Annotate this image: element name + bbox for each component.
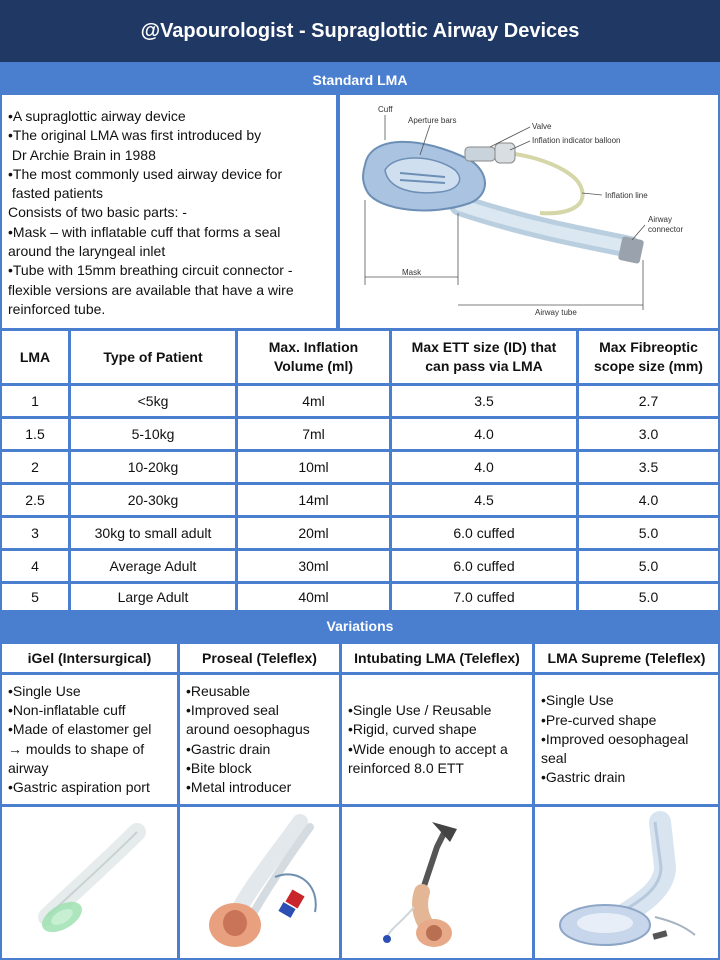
variation-line: •Non-inflatable cuff: [8, 701, 126, 718]
standard-lma-band: Standard LMA: [0, 65, 720, 95]
variations-band: Variations: [0, 611, 720, 641]
diagram-label-connector-1: Airway: [648, 215, 673, 224]
table-cell: 2.7: [579, 386, 718, 416]
intro-line: Dr Archie Brain in 1988: [8, 146, 156, 163]
variation-body-proseal: [180, 675, 339, 804]
table-cell: 7ml: [238, 419, 389, 449]
intro-line: •Tube with 15mm breathing circuit connector -: [8, 262, 293, 279]
variation-line: •Gastric aspiration port: [8, 779, 150, 796]
table-cell: 1.5: [2, 419, 68, 449]
proseal-image: [180, 807, 339, 958]
variation-line: •Metal introducer: [186, 779, 292, 796]
table-cell: 4.0: [579, 485, 718, 515]
intro-line: fasted patients: [8, 185, 103, 202]
table-cell: 3.0: [579, 419, 718, 449]
variation-line: around oesophagus: [186, 721, 310, 738]
table-cell: 30kg to small adult: [71, 518, 235, 548]
variation-title-proseal: Proseal (Teleflex): [180, 644, 339, 672]
intro-line: flexible versions are available that have a wire: [8, 281, 294, 298]
intro-line: Consists of two basic parts: -: [8, 204, 187, 221]
table-cell: 14ml: [238, 485, 389, 515]
page-title: @Vapourologist - Supraglottic Airway Devices: [0, 0, 720, 62]
table-cell: 5.0: [579, 518, 718, 548]
diagram-label-aperture: Aperture bars: [408, 116, 457, 125]
variation-line: → moulds to shape of: [8, 740, 145, 757]
table-cell: 3.5: [392, 386, 576, 416]
table-header-inflation: Max. Inflation Volume (ml): [238, 331, 389, 383]
table-cell: 3: [2, 518, 68, 548]
table-cell: 4: [2, 551, 68, 581]
table-cell: 4ml: [238, 386, 389, 416]
lma-supreme-image: [535, 807, 718, 958]
variation-line: •Single Use / Reusable: [348, 701, 492, 718]
variation-body-intubating: [342, 675, 532, 804]
table-cell: 2: [2, 452, 68, 482]
table-header-patient: Type of Patient: [71, 331, 235, 383]
table-cell: 6.0 cuffed: [392, 518, 576, 548]
variation-line: •Pre-curved shape: [541, 711, 657, 728]
diagram-label-airway-tube: Airway tube: [535, 308, 577, 317]
variation-body-igel: [2, 675, 177, 804]
diagram-label-valve: Valve: [532, 122, 552, 131]
table-cell: 4.0: [392, 452, 576, 482]
table-cell: <5kg: [71, 386, 235, 416]
variation-line: •Bite block: [186, 759, 252, 776]
table-cell: 3.5: [579, 452, 718, 482]
intro-line: •A supraglottic airway device: [8, 108, 186, 124]
intro-line: •Mask – with inflatable cuff that forms a seal: [8, 223, 281, 240]
diagram-label-connector-2: connector: [648, 225, 684, 234]
variation-line: •Single Use: [8, 682, 81, 699]
variation-line: •Improved seal: [186, 701, 279, 718]
variation-title-supreme: LMA Supreme (Teleflex): [535, 644, 718, 672]
table-cell: 30ml: [238, 551, 389, 581]
table-cell: 1: [2, 386, 68, 416]
table-cell: 40ml: [238, 584, 389, 610]
diagram-label-balloon: Inflation indicator balloon: [532, 136, 621, 145]
table-cell: 4.0: [392, 419, 576, 449]
igel-image: [2, 807, 177, 958]
variation-line: •Gastric drain: [186, 740, 271, 757]
diagram-label-cuff: Cuff: [378, 105, 393, 114]
variation-line: airway: [8, 759, 49, 776]
table-header-lma: LMA: [2, 331, 68, 383]
table-cell: 6.0 cuffed: [392, 551, 576, 581]
variation-title-intubating: Intubating LMA (Teleflex): [342, 644, 532, 672]
variation-line: •Gastric drain: [541, 769, 626, 786]
intro-line: •The original LMA was first introduced by: [8, 127, 262, 144]
variation-title-igel: iGel (Intersurgical): [2, 644, 177, 672]
variation-line: reinforced 8.0 ETT: [348, 759, 464, 776]
table-cell: 5: [2, 584, 68, 610]
table-header-ett: Max ETT size (ID) that can pass via LMA: [392, 331, 576, 383]
standard-lma-description: [2, 95, 336, 328]
diagram-label-mask: Mask: [402, 268, 422, 277]
intro-line: •The most commonly used airway device for: [8, 165, 283, 182]
intro-line: reinforced tube.: [8, 300, 106, 317]
table-cell: 7.0 cuffed: [392, 584, 576, 610]
table-header-fibreoptic: Max Fibreoptic scope size (mm): [579, 331, 718, 383]
variation-line: •Improved oesophageal: [541, 730, 689, 747]
intubating-lma-image: [342, 807, 532, 958]
variation-line: •Single Use: [541, 692, 614, 709]
table-cell: 10-20kg: [71, 452, 235, 482]
variation-line: seal: [541, 750, 567, 767]
table-cell: 5.0: [579, 551, 718, 581]
variation-line: •Wide enough to accept a: [348, 740, 508, 757]
table-cell: 20-30kg: [71, 485, 235, 515]
table-cell: Large Adult: [71, 584, 235, 610]
table-cell: 5.0: [579, 584, 718, 610]
variation-line: •Made of elastomer gel: [8, 721, 152, 738]
variation-line: •Rigid, curved shape: [348, 721, 477, 738]
lma-diagram: [340, 95, 718, 328]
table-cell: 20ml: [238, 518, 389, 548]
variation-body-supreme: [535, 675, 718, 804]
variation-line: •Reusable: [186, 682, 251, 699]
table-cell: 2.5: [2, 485, 68, 515]
diagram-label-inflation-line: Inflation line: [605, 191, 648, 200]
table-cell: 10ml: [238, 452, 389, 482]
table-cell: 4.5: [392, 485, 576, 515]
table-cell: Average Adult: [71, 551, 235, 581]
table-cell: 5-10kg: [71, 419, 235, 449]
intro-line: around the laryngeal inlet: [8, 243, 166, 260]
